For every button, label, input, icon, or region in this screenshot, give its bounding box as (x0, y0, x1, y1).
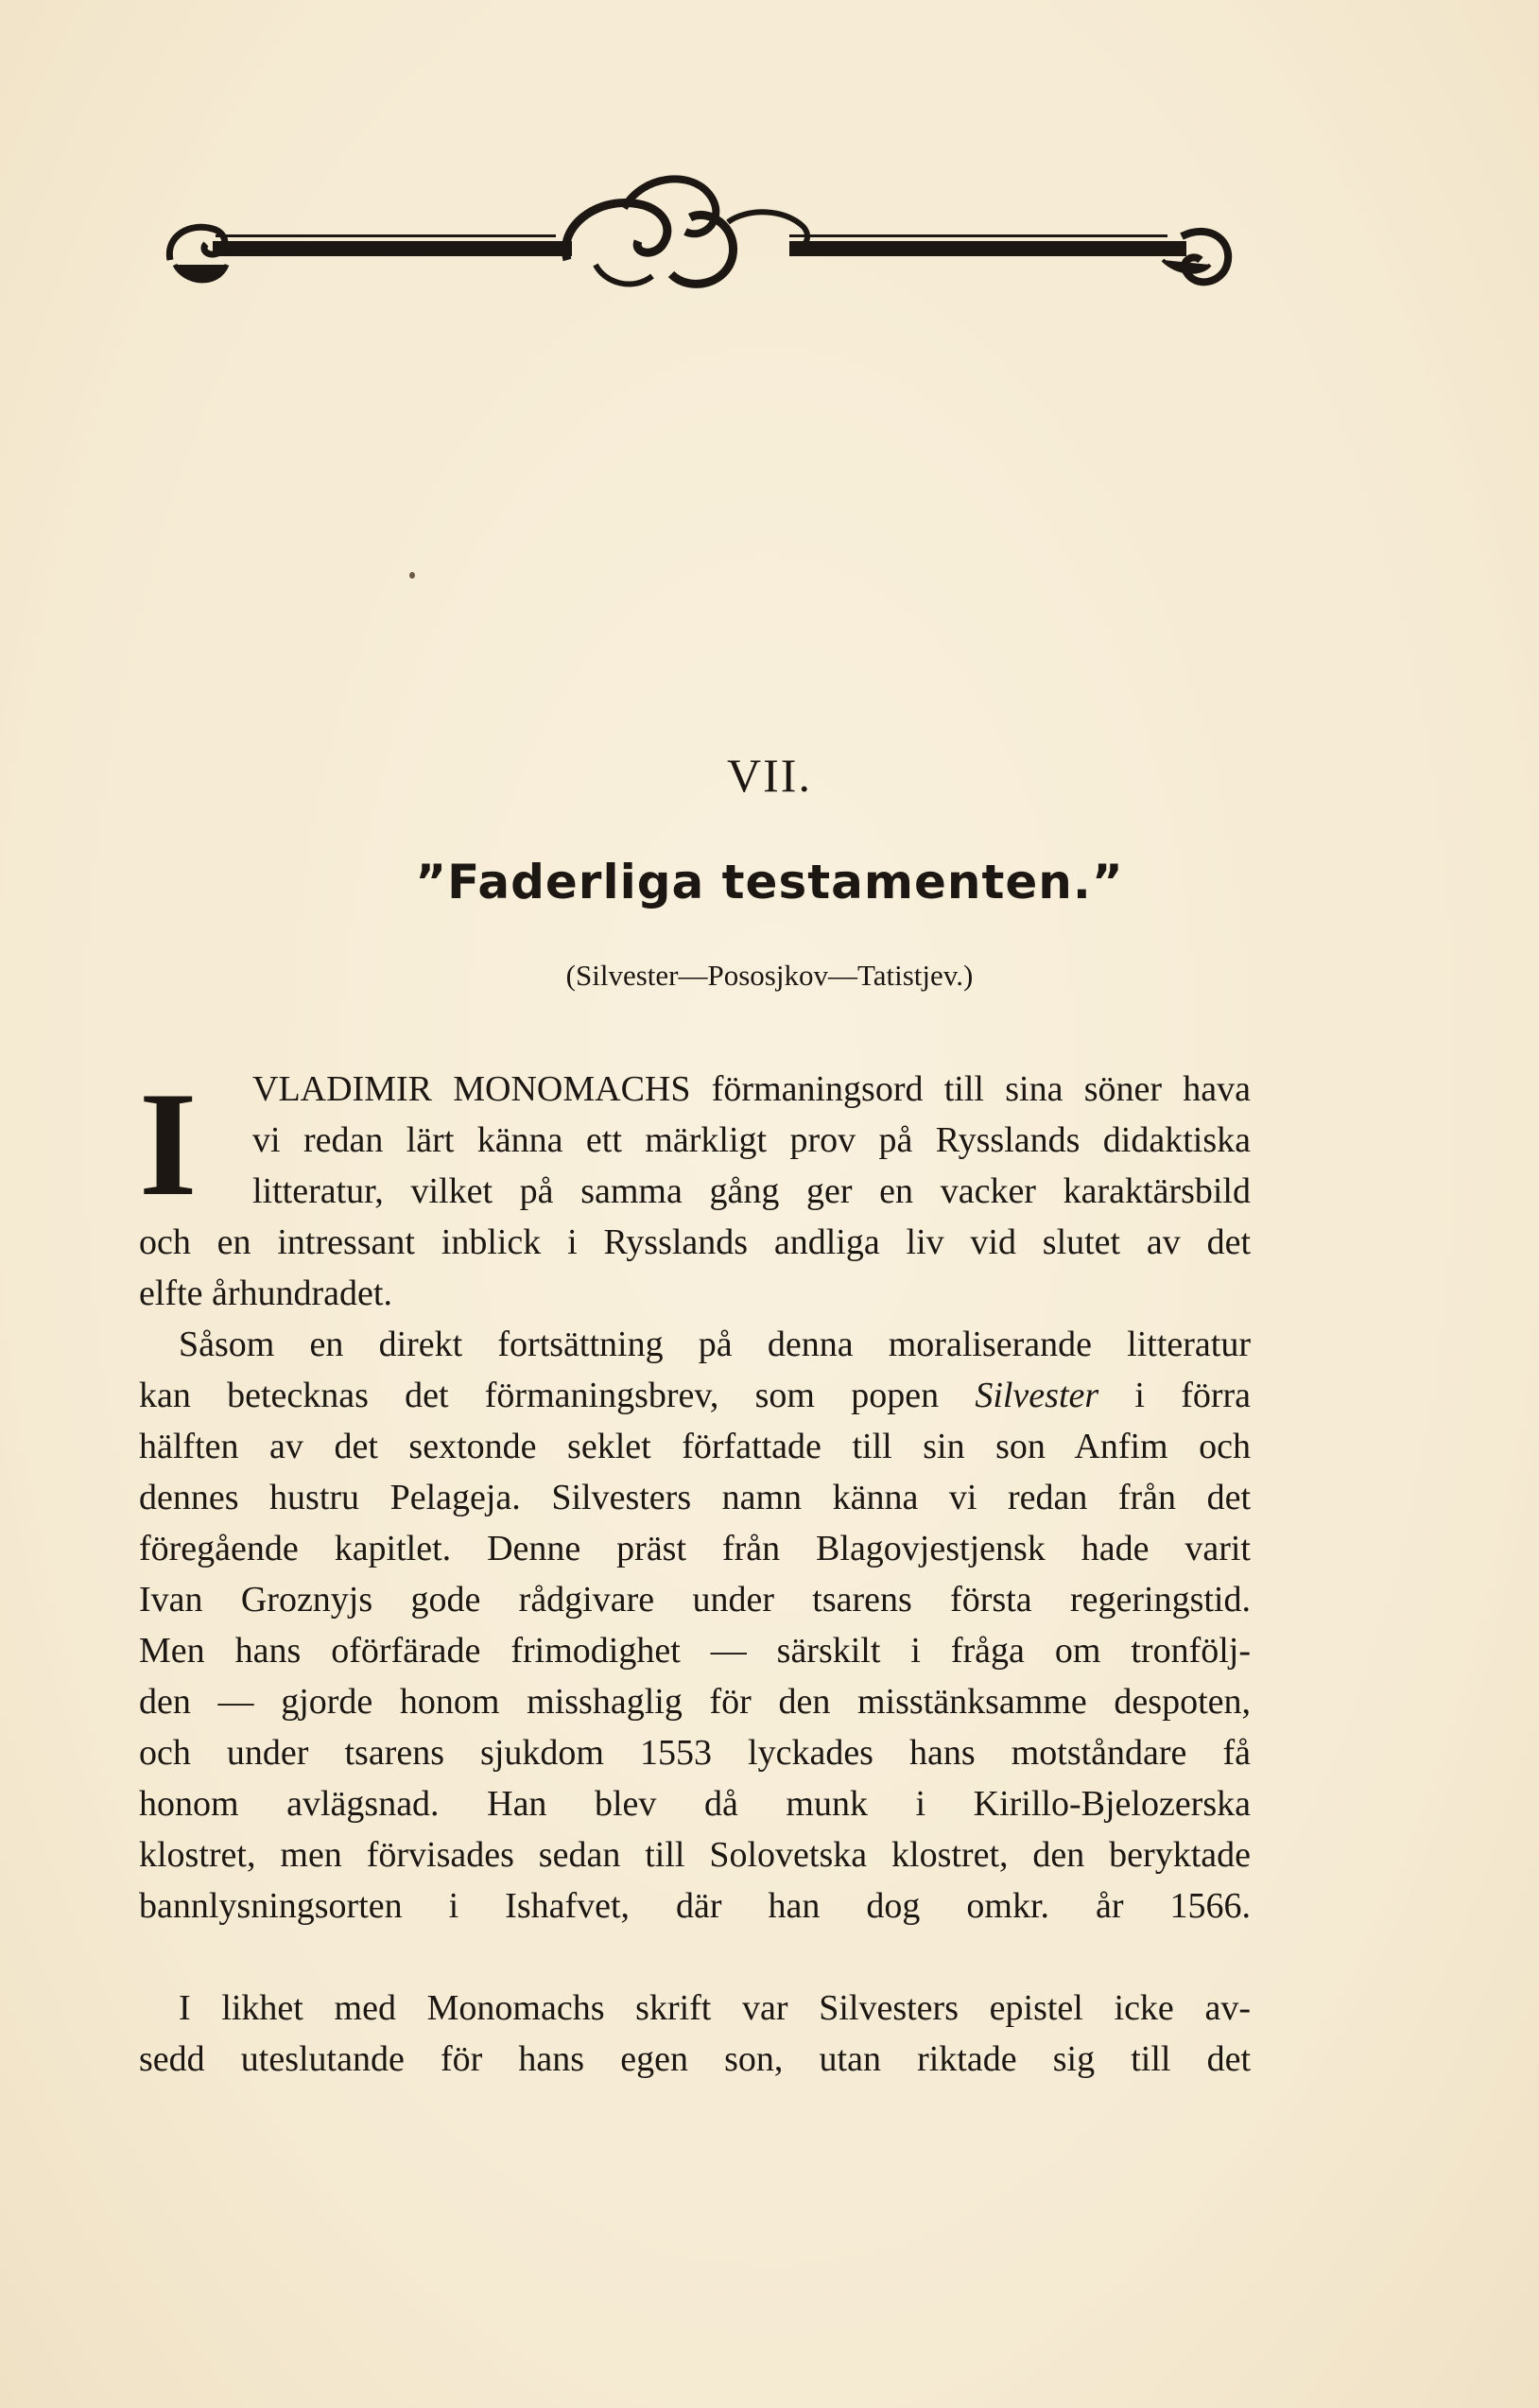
text-line: klostret, men förvisades sedan till Solovetska klostret, den beryktade (139, 1835, 1251, 1875)
text-line: bannlysningsorten i Ishafvet, där han dog omkr. år 1566. (139, 1886, 1251, 1926)
text-line: elfte århundradet. (139, 1273, 392, 1313)
chapter-title: ”Faderliga testamenten.” (415, 855, 1124, 909)
text-line (139, 1932, 1251, 1983)
text-line: och under tsarens sjukdom 1553 lyckades hans motståndare få (139, 1733, 1251, 1773)
text-line: dennes hustru Pelageja. Silvesters namn känna vi redan från det (139, 1478, 1251, 1517)
text-line: hälften av det sextonde seklet författade till sin son Anfim och (139, 1427, 1251, 1466)
text-line: Ivan Groznyjs gode rådgivare under tsarens första regeringstid. (139, 1580, 1251, 1620)
text-line: vi redan lärt känna ett märkligt prov på Rysslands didaktiska (252, 1120, 1251, 1160)
text-line: Men hans oförfärade frimodighet — särskilt i fråga om tronfölj- (139, 1631, 1251, 1671)
decorative-ornament-icon (161, 170, 1238, 303)
body-text (139, 1064, 1251, 2085)
text-line: litteratur, vilket på samma gång ger en vacker karaktärsbild (252, 1171, 1251, 1211)
text-line: I likhet med Monomachs skrift var Silvesters epistel icke av- (179, 1988, 1251, 2028)
ink-speck (409, 572, 415, 579)
text-line: kan betecknas det förmaningsbrev, som popen Silvester i förra (139, 1376, 1251, 1415)
text-line: VLADIMIR MONOMACHS förmaningsord till sina söner hava (252, 1069, 1251, 1109)
text-line: sedd uteslutande för hans egen son, utan riktade sig till det (139, 2039, 1251, 2079)
chapter-subtitle: (Silvester—Pososjkov—Tatistjev.) (565, 959, 974, 992)
text-line: Såsom en direkt fortsättning på denna moraliserande litteratur (179, 1325, 1251, 1364)
text-line: den — gjorde honom misshaglig för den misstänksamme despoten, (139, 1682, 1251, 1722)
chapter-number: VII. (727, 749, 812, 802)
text-line: honom avlägsnad. Han blev då munk i Kirillo-Bjelozerska (139, 1784, 1251, 1824)
text-line: föregående kapitlet. Denne präst från Blagovjestjensk hade varit (139, 1529, 1251, 1568)
drop-cap: I (139, 1062, 198, 1227)
text-line: och en intressant inblick i Rysslands andliga liv vid slutet av det (139, 1222, 1251, 1262)
